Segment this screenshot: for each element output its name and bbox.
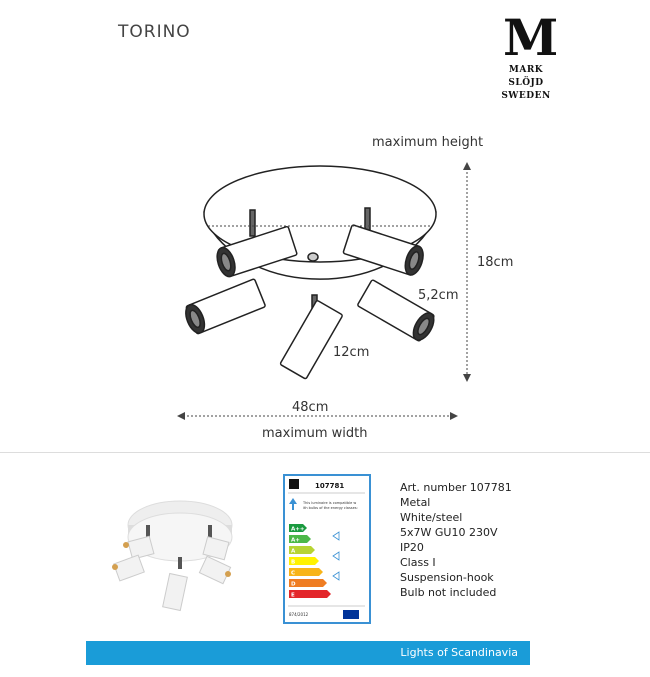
section-divider bbox=[0, 452, 650, 453]
spec-ip-rating: IP20 bbox=[400, 541, 424, 554]
height-value: 18cm bbox=[477, 255, 514, 270]
logo-line-1: MARK bbox=[508, 65, 544, 75]
label-regulation: 874/2012 bbox=[289, 612, 309, 617]
energy-class-label-5: D bbox=[291, 581, 296, 588]
spec-article-number: Art. number 107781 bbox=[400, 481, 512, 494]
product-title: TORINO bbox=[118, 22, 191, 42]
height-dimension bbox=[460, 160, 474, 385]
technical-drawing bbox=[170, 150, 480, 410]
stem-1 bbox=[250, 210, 255, 236]
energy-class-label-6: E bbox=[291, 592, 295, 599]
product-photo bbox=[110, 495, 240, 615]
energy-class-label-3: B bbox=[291, 559, 296, 566]
spot-length-value: 12cm bbox=[333, 345, 370, 360]
class-range-arrow-2 bbox=[333, 572, 339, 580]
spec-bulb-note: Bulb not included bbox=[400, 586, 497, 599]
energy-label-graphic bbox=[285, 476, 369, 622]
energy-bar-6 bbox=[289, 590, 331, 598]
brand-logo bbox=[500, 8, 559, 107]
spot-right-lower bbox=[357, 280, 438, 344]
logo-line-3: SWEDEN bbox=[501, 91, 551, 101]
energy-label bbox=[283, 474, 371, 624]
energy-class-label-2: A bbox=[291, 548, 296, 555]
energy-class-label-1: A+ bbox=[291, 537, 300, 544]
energy-class-label-0: A++ bbox=[291, 526, 305, 533]
width-dimension bbox=[175, 410, 460, 422]
width-value: 48cm bbox=[292, 400, 329, 415]
label-compatibility-note-2: ith bulbs of the energy classes: bbox=[303, 506, 358, 510]
spot-left-lower bbox=[182, 279, 266, 336]
logo-monogram: M bbox=[503, 8, 559, 67]
spot-diameter-value: 5,2cm bbox=[418, 288, 459, 303]
max-width-label: maximum width bbox=[262, 426, 368, 441]
class-range-arrow-1 bbox=[333, 552, 339, 560]
spec-color: White/steel bbox=[400, 511, 463, 524]
eu-flag-icon bbox=[343, 610, 359, 619]
center-screw bbox=[308, 253, 318, 261]
class-range-arrow-0 bbox=[333, 532, 339, 540]
spec-bulb: 5x7W GU10 230V bbox=[400, 526, 498, 539]
lamp-icon bbox=[289, 498, 297, 504]
spec-mounting: Suspension-hook bbox=[400, 571, 494, 584]
spec-material: Metal bbox=[400, 496, 431, 509]
logo-line-2: SLÖJD bbox=[508, 78, 544, 88]
energy-bars bbox=[289, 501, 358, 599]
footer-tagline: Lights of Scandinavia bbox=[400, 646, 518, 659]
max-height-label: maximum height bbox=[372, 135, 484, 150]
energy-class-label-4: C bbox=[291, 570, 296, 577]
label-compatibility-note: This luminaire is compatible w bbox=[303, 501, 357, 505]
spec-class: Class I bbox=[400, 556, 436, 569]
footer-bar bbox=[86, 641, 530, 665]
label-article: 107781 bbox=[315, 482, 345, 490]
label-logo-icon bbox=[289, 479, 299, 489]
spot-bottom bbox=[280, 300, 343, 379]
